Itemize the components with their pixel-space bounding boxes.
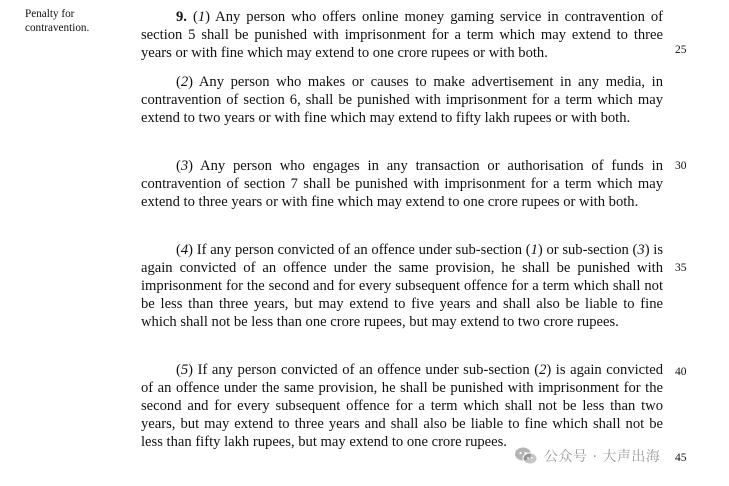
watermark [514, 446, 660, 466]
subsection-text: Any person who offers online money gaming service in contravention of section 5 shall be punished with imprisonment for a term which may extend to three years or with fine which may extend to one crore rupees or with both. [141, 9, 664, 62]
subsection-number: 5 [180, 362, 189, 378]
line-number: 30 [675, 160, 687, 172]
subsection-number: 4 [180, 242, 189, 258]
subsection-reference: 3 [637, 242, 645, 258]
subsection-4: (4) If any person convicted of an offence under sub-section (1) or sub-section (3) is again convicted of an offence under the same provision, he shall be punished with imprisonment for the second and for every subsequent offence for a term which shall not be less than three years, but may extend to five years and shall also be liable to fine which shall not be less than one crore rupees, but may extend to two crore rupees. [141, 242, 663, 331]
subsection-text: Any person who makes or causes to make advertisement in any media, in contravention of section 6, shall be punished with imprisonment for a term which may extend to two years or with fine which may extend to fifty lakh rupees or with both. [141, 74, 663, 127]
subsection-reference: 2 [539, 362, 547, 378]
subsection-3: (3) Any person who engages in any transaction or authorisation of funds in contravention of section 7 shall be punished with imprisonment for a term which may extend to three years or with fine which may extend to one crore rupees or with both. [141, 158, 663, 211]
line-number: 35 [675, 262, 687, 274]
subsection-number: 3 [180, 158, 189, 174]
subsection-number: 1 [197, 9, 206, 25]
section-number: 9. [176, 9, 187, 25]
watermark-text: 公众号 · 大声出海 [544, 449, 661, 465]
subsection-text: Any person who engages in any transaction or authorisation of funds in contravention of section 7 shall be punished with imprisonment for a term which may extend to three years or with fine which may extend to one crore rupees or with both. [141, 158, 663, 211]
line-number: 25 [675, 44, 687, 56]
line-number: 45 [675, 452, 687, 464]
line-number: 40 [675, 366, 687, 378]
subsection-1: 9. (1) Any person who offers online money gaming service in contravention of section 5 shall be punished with imprisonment for a term which may extend to three years or with fine which may extend to one crore rupees or with both. [141, 9, 664, 62]
wechat-icon [514, 446, 538, 466]
subsection-reference: 1 [530, 242, 538, 258]
subsection-number: 2 [180, 74, 189, 90]
margin-note: Penalty for contravention. [25, 8, 90, 34]
subsection-5: (5) If any person convicted of an offence under sub-section (2) is again convicted of an offence under the same provision, he shall be punished with imprisonment for the second and for every subsequent offence for a term which shall not be less than two years, but may extend to three years and shall also be liable to fine which shall not be less than fifty lakh rupees, but may extend to one crore rupees. [141, 362, 663, 451]
subsection-2: (2) Any person who makes or causes to make advertisement in any media, in contravention of section 6, shall be punished with imprisonment for a term which may extend to two years or with fine which may extend to fifty lakh rupees or with both. [141, 74, 663, 127]
